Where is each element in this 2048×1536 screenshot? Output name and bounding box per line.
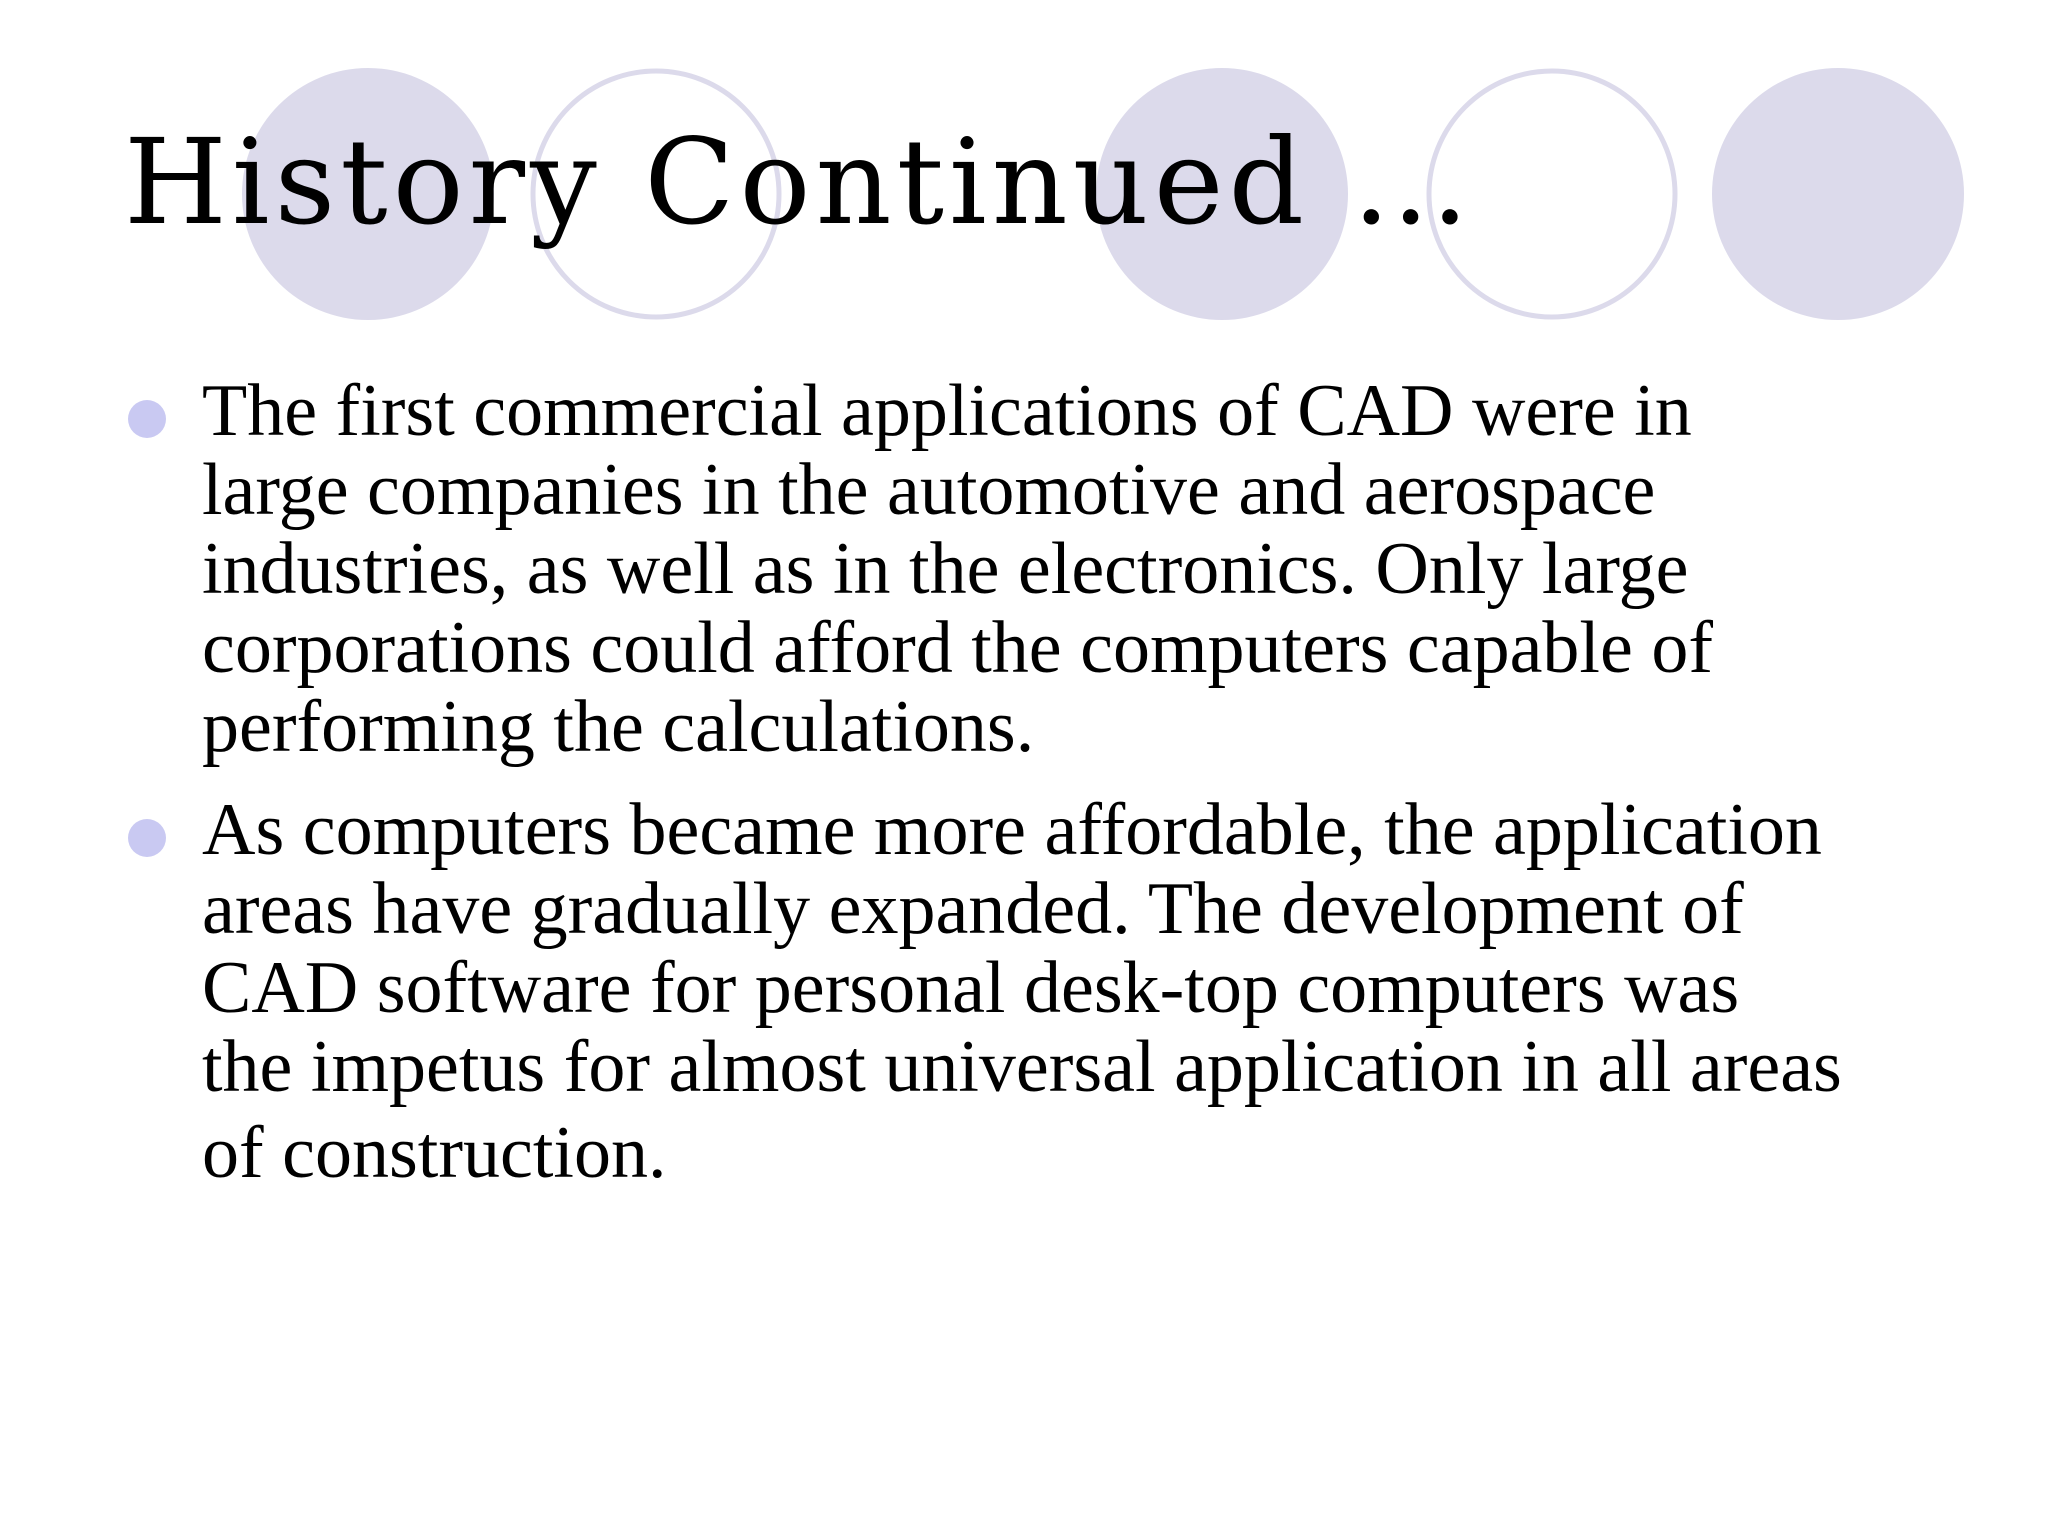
bullet-dot-icon — [128, 819, 166, 857]
bullet-item — [0, 791, 1962, 1193]
bullet-line: areas have gradually expanded. The development of — [202, 868, 1744, 950]
bullet-line: CAD software for personal desk-top computers was — [202, 947, 1740, 1029]
bullet-line: industries, as well as in the electronics. Only large — [202, 528, 1689, 610]
bullet-line: corporations could afford the computers capable of — [202, 607, 1713, 689]
bullet-item — [0, 372, 1962, 767]
bullet-line: large companies in the automotive and aerospace — [202, 449, 1656, 531]
bullet-line: performing the calculations. — [202, 686, 1035, 768]
slide-title: History Continued … — [124, 113, 1475, 251]
bullet-dot-icon — [128, 400, 166, 438]
filled-circle-3 — [1712, 68, 1964, 320]
bullet-line: As computers became more affordable, the application — [202, 789, 1822, 871]
bullet-line: the impetus for almost universal application in all areas — [202, 1026, 1842, 1108]
bullet-list — [0, 372, 1962, 1217]
bullet-line: The first commercial applications of CAD were in — [202, 370, 1692, 452]
bullet-line: of construction. — [202, 1112, 667, 1194]
